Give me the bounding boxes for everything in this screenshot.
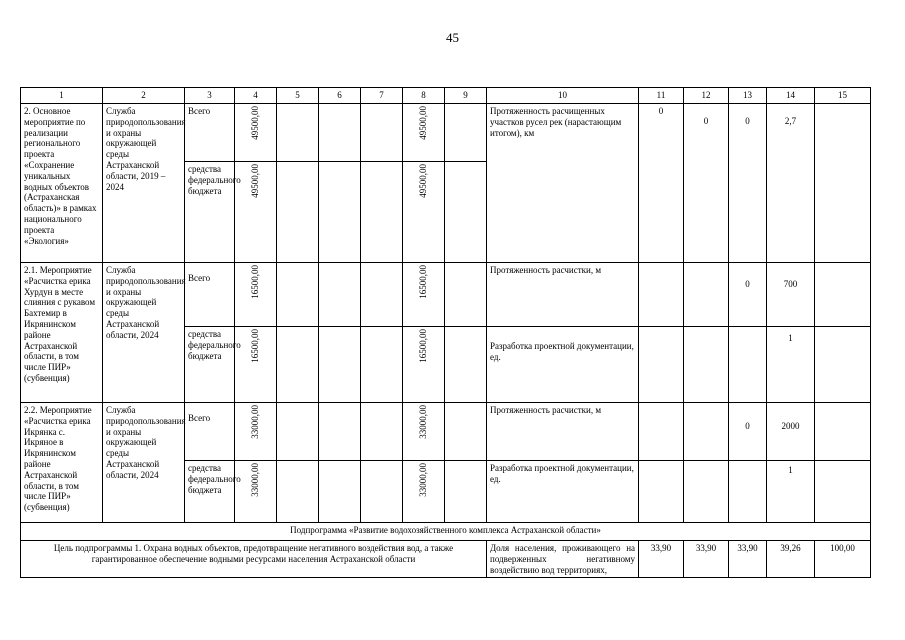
indicator-value [815,403,871,461]
empty-cell [361,263,403,327]
header-cell: 7 [361,88,403,104]
indicator-value [684,263,729,327]
executor-period: Служба природопользования и охраны окружающей среды Астраханской области, 2019 – 2024 [103,104,185,263]
empty-cell [361,461,403,523]
empty-cell [445,327,487,403]
amount-cell: 16500,00 [235,327,277,403]
goal-indicator: Доля населения, проживающего на подверженных негативному воздействию вод территориях, [487,541,639,578]
indicator-name: Разработка проектной документации, ед. [487,461,639,523]
header-cell: 12 [684,88,729,104]
executor-period: Служба природопользования и охраны окружающей среды Астраханской области, 2024 [103,263,185,403]
empty-cell [319,327,361,403]
amount-cell: 33000,00 [235,403,277,461]
amount-cell: 33000,00 [235,461,277,523]
header-cell: 13 [729,88,767,104]
header-cell: 14 [767,88,815,104]
empty-cell [361,403,403,461]
empty-cell [445,162,487,263]
indicator-name: Протяженность расчистки, м [487,263,639,327]
indicator-value: 0 [729,403,767,461]
header-cell: 2 [103,88,185,104]
goal-text: Цель подпрограммы 1. Охрана водных объектов, предотвращение негативного воздействия вод, а также гарантированное обеспечение водными ресурсами населения Астраханской области [21,541,487,578]
funding-source: Всего [185,104,235,162]
indicator-value [639,327,684,403]
amount-cell: 49500,00 [403,162,445,263]
indicator-name: Разработка проектной документации, ед. [487,327,639,403]
empty-cell [319,162,361,263]
header-cell: 5 [277,88,319,104]
header-cell: 3 [185,88,235,104]
funding-source: средства федерального бюджета [185,162,235,263]
empty-cell [445,104,487,162]
goal-row [21,541,871,578]
header-cell: 6 [319,88,361,104]
empty-cell [319,104,361,162]
indicator-value [729,461,767,523]
indicator-value [639,263,684,327]
table-row [21,263,871,327]
header-cell: 8 [403,88,445,104]
indicator-value: 33,90 [729,541,767,578]
empty-cell [445,461,487,523]
indicator-value [684,327,729,403]
empty-cell [361,104,403,162]
table-row [21,104,871,162]
amount-cell: 49500,00 [235,162,277,263]
indicator-value: 0 [684,104,729,263]
funding-source: средства федерального бюджета [185,327,235,403]
indicator-value [815,263,871,327]
empty-cell [277,327,319,403]
program-table [20,87,871,578]
column-number-row [21,88,871,104]
amount-cell: 49500,00 [235,104,277,162]
empty-cell [277,263,319,327]
empty-cell [361,327,403,403]
indicator-value [639,461,684,523]
amount-cell: 33000,00 [403,403,445,461]
indicator-value: 33,90 [639,541,684,578]
measure-name: 2.2. Мероприятие «Расчистка ерика Икрянка с. Икряное в Икрянинском районе Астраханской области, в том числе ПИР» (субвенция) [21,403,103,523]
indicator-value [684,461,729,523]
empty-cell [319,461,361,523]
indicator-value: 0 [639,104,684,263]
empty-cell [319,263,361,327]
indicator-value: 33,90 [684,541,729,578]
empty-cell [361,162,403,263]
amount-cell: 16500,00 [403,263,445,327]
indicator-value: 0 [729,263,767,327]
empty-cell [319,403,361,461]
page-number: 45 [446,30,459,45]
indicator-value: 2,7 [767,104,815,263]
empty-cell [445,403,487,461]
indicator-value: 39,26 [767,541,815,578]
indicator-value: 700 [767,263,815,327]
indicator-value [815,327,871,403]
subprogram-row [21,523,871,541]
empty-cell [277,403,319,461]
measure-name: 2.1. Мероприятие «Расчистка ерика Хурдун в месте слияния с рукавом Бахтемир в Икрянинском районе Астраханской области, в том числе ПИР» (субвенция) [21,263,103,403]
amount-cell: 49500,00 [403,104,445,162]
header-cell: 9 [445,88,487,104]
header-cell: 4 [235,88,277,104]
indicator-name: Протяженность расчищенных участков русел рек (нарастающим итогом), км [487,104,639,263]
header-cell: 10 [487,88,639,104]
funding-source: средства федерального бюджета [185,461,235,523]
indicator-value [815,461,871,523]
empty-cell [277,461,319,523]
table-row [21,403,871,461]
amount-cell: 16500,00 [235,263,277,327]
indicator-value: 1 [767,461,815,523]
executor-period: Служба природопользования и охраны окружающей среды Астраханской области, 2024 [103,403,185,523]
indicator-value: 2000 [767,403,815,461]
header-cell: 1 [21,88,103,104]
measure-name: 2. Основное мероприятие по реализации регионального проекта «Сохранение уникальных водных объектов (Астраханская область)» в рамках национального проекта «Экология» [21,104,103,263]
empty-cell [277,162,319,263]
indicator-value: 100,00 [815,541,871,578]
subprogram-title: Подпрограмма «Развитие водохозяйственного комплекса Астраханской области» [21,523,871,541]
indicator-value [815,104,871,263]
header-cell: 15 [815,88,871,104]
indicator-name: Протяженность расчистки, м [487,403,639,461]
funding-source: Всего [185,263,235,327]
indicator-value: 1 [767,327,815,403]
indicator-value: 0 [729,104,767,263]
indicator-value [684,403,729,461]
indicator-value [639,403,684,461]
amount-cell: 16500,00 [403,327,445,403]
indicator-value [729,327,767,403]
funding-source: Всего [185,403,235,461]
empty-cell [277,104,319,162]
empty-cell [445,263,487,327]
header-cell: 11 [639,88,684,104]
amount-cell: 33000,00 [403,461,445,523]
